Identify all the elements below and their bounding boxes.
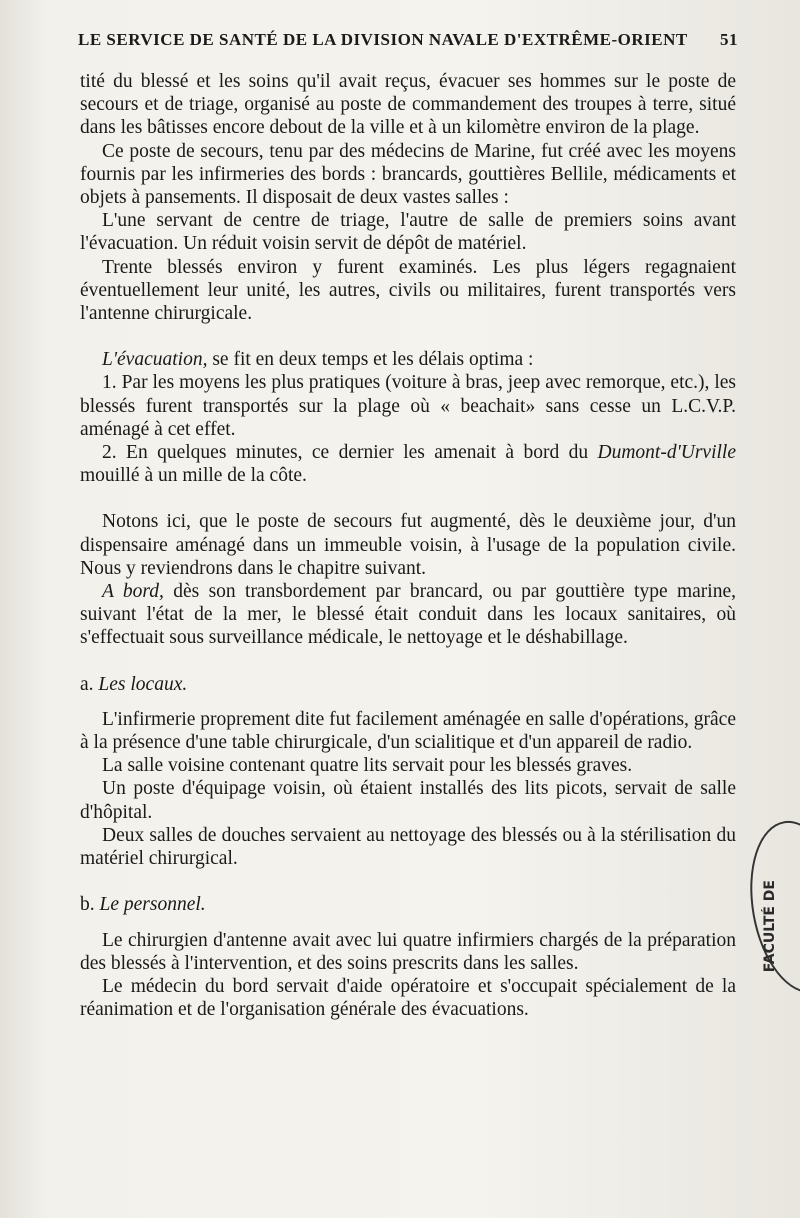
running-title: LE SERVICE DE SANTÉ DE LA DIVISION NAVALE D'EXTRÊME-ORIENT (78, 30, 688, 49)
stamp-text: FACULTÉ DE (762, 880, 778, 973)
paragraph: A bord, dès son transbordement par brancard, ou par gouttière type marine, suivant l'état de la mer, le blessé était conduit dans les locaux sanitaires, où s'effectuait sous surveillance médicale, le nettoyage et le déshabillage. (80, 581, 736, 649)
paragraph: Le chirurgien d'antenne avait avec lui quatre infirmiers chargés de la préparation des blessés à l'intervention, et des soins prescrits dans les salles. (80, 929, 736, 974)
paragraph: Deux salles de douches servaient au nettoyage des blessés ou à la stérilisation du matériel chirurgical. (80, 824, 736, 870)
paragraph: Un poste d'équipage voisin, où étaient installés des lits picots, servait de salle d'hôpital. (80, 778, 736, 823)
paragraph: Notons ici, que le poste de secours fut augmenté, dès le deuxième jour, d'un dispensaire aménagé dans un immeuble voisin, à l'usage de la population civile. Nous y reviendrons dans le chapitre suivant. (80, 511, 736, 579)
page-body (80, 70, 736, 1021)
paragraph: Le médecin du bord servait d'aide opératoire et s'occupait spécialement de la réanimation et de l'organisation générale des évacuations. (80, 975, 736, 1021)
page-number: 51 (720, 30, 738, 49)
paragraph: La salle voisine contenant quatre lits servait pour les blessés graves. (102, 755, 633, 777)
paragraph: L'infirmerie proprement dite fut facilement aménagée en salle d'opérations, grâce à la présence d'une table chirurgicale, d'un scialitique et d'un appareil de radio. (80, 708, 736, 754)
evacuation-title: L'évacuation, (102, 349, 208, 371)
paragraph: Trente blessés environ y furent examinés. Les plus légers regagnaient éventuellement leur unité, les autres, civils ou militaires, furent transportés vers l'antenne chirurgicale. (80, 256, 736, 325)
section-heading-a: a. Les locaux. (80, 673, 188, 695)
section-heading-b: b. Le personnel. (80, 894, 206, 916)
ship-name: Dumont-d'Urville (597, 442, 736, 464)
page-header (78, 30, 738, 50)
list-item: 2. En quelques minutes, ce dernier les amenait à bord du Dumont-d'Urville mouillé à un mille de la côte. (80, 442, 736, 487)
paragraph: Ce poste de secours, tenu par des médecins de Marine, fut créé avec les moyens fournis par les infirmeries des bords : brancards, gouttières Bellile, médicaments et objets à pansements. Il disposait de deux vastes salles : (80, 140, 736, 209)
paragraph: L'une servant de centre de triage, l'autre de salle de premiers soins avant l'évacuation. Un réduit voisin servit de dépôt de matériel. (80, 210, 736, 255)
list-item: 1. Par les moyens les plus pratiques (voiture à bras, jeep avec remorque, etc.), les blessés furent transportés sur la plage où « beachait» sans cesse un L.C.V.P. aménagé à cet effet. (80, 372, 736, 440)
paragraph: tité du blessé et les soins qu'il avait reçus, évacuer ses hommes sur le poste de secours et de triage, organisé au poste de commandement des troupes à terre, situé dans les bâtisses encore debout de la ville et à un kilomètre environ de la plage. (80, 71, 736, 139)
paragraph-evacuation: L'évacuation, se fit en deux temps et les délais optima : (102, 349, 534, 371)
